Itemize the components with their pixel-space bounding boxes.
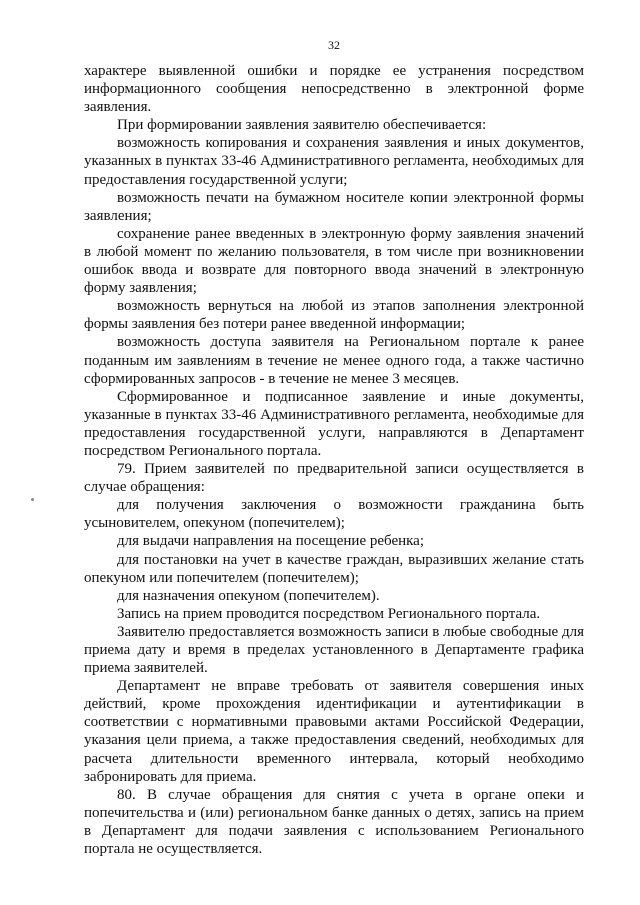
paragraph: для постановки на учет в качестве граждан, выразивших желание стать опекуном или попечителем (попечителем);	[84, 551, 584, 586]
paragraph: для получения заключения о возможности гражданина быть усыновителем, опекуном (попечителем);	[84, 497, 584, 532]
paragraph: Запись на прием проводится посредством Регионального портала.	[117, 605, 541, 622]
paragraph: Заявителю предоставляется возможность записи в любые свободные для приема дату и время в пределах установленного в Департаменте графика приема заявителей.	[84, 623, 584, 677]
paragraph: возможность доступа заявителя на Региональном портале к ранее поданным им заявлениям в течение не менее одного года, а также частично сформированных запросов - в течение не менее 3 месяцев.	[84, 334, 584, 387]
margin-mark	[31, 498, 34, 501]
page-number: 32	[328, 38, 340, 52]
paragraph: Департамент не вправе требовать от заявителя совершения иных действий, кроме прохождения идентификации и аутентификации в соответствии с нормативными правовыми актами Российской Федерации, указания цели приема, а также предоставления сведений, необходимых для расчета длительности временного интервала, который необходимо забронировать для приема.	[84, 678, 584, 785]
paragraph: 80. В случае обращения для снятия с учета в органе опеки и попечительства и (или) региональном банке данных о детях, запись на прием в Департамент для подачи заявления с использованием Регионального портала не осуществляется.	[84, 786, 584, 858]
paragraph: Сформированное и подписанное заявление и иные документы, указанные в пунктах 33-46 Административного регламента, необходимые для предоставления государственной услуги, направляются в Департамент посредством Регионального портала.	[84, 388, 584, 459]
paragraph: для назначения опекуном (попечителем).	[117, 587, 380, 604]
paragraph: При формировании заявления заявителю обеспечивается:	[117, 117, 487, 134]
document-body	[84, 62, 584, 858]
paragraph: характере выявленной ошибки и порядке ее устранения посредством информационного сообщения непосредственно в электронной форме заявления.	[84, 63, 584, 116]
paragraph: для выдачи направления на посещение ребенка;	[117, 533, 425, 550]
paragraph: сохранение ранее введенных в электронную форму заявления значений в любой момент по желанию пользователя, в том числе при возникновении ошибок ввода и возврате для повторного ввода значений в электронную форму заявления;	[84, 225, 584, 297]
paragraph: возможность печати на бумажном носителе копии электронной формы заявления;	[84, 189, 584, 224]
paragraph: возможность вернуться на любой из этапов заполнения электронной формы заявления без потери ранее введенной информации;	[84, 298, 584, 333]
paragraph: 79. Прием заявителей по предварительной записи осуществляется в случае обращения:	[84, 461, 584, 496]
paragraph: возможность копирования и сохранения заявления и иных документов, указанных в пунктах 33-46 Административного регламента, необходимых для предоставления государственной услуги;	[84, 135, 584, 188]
